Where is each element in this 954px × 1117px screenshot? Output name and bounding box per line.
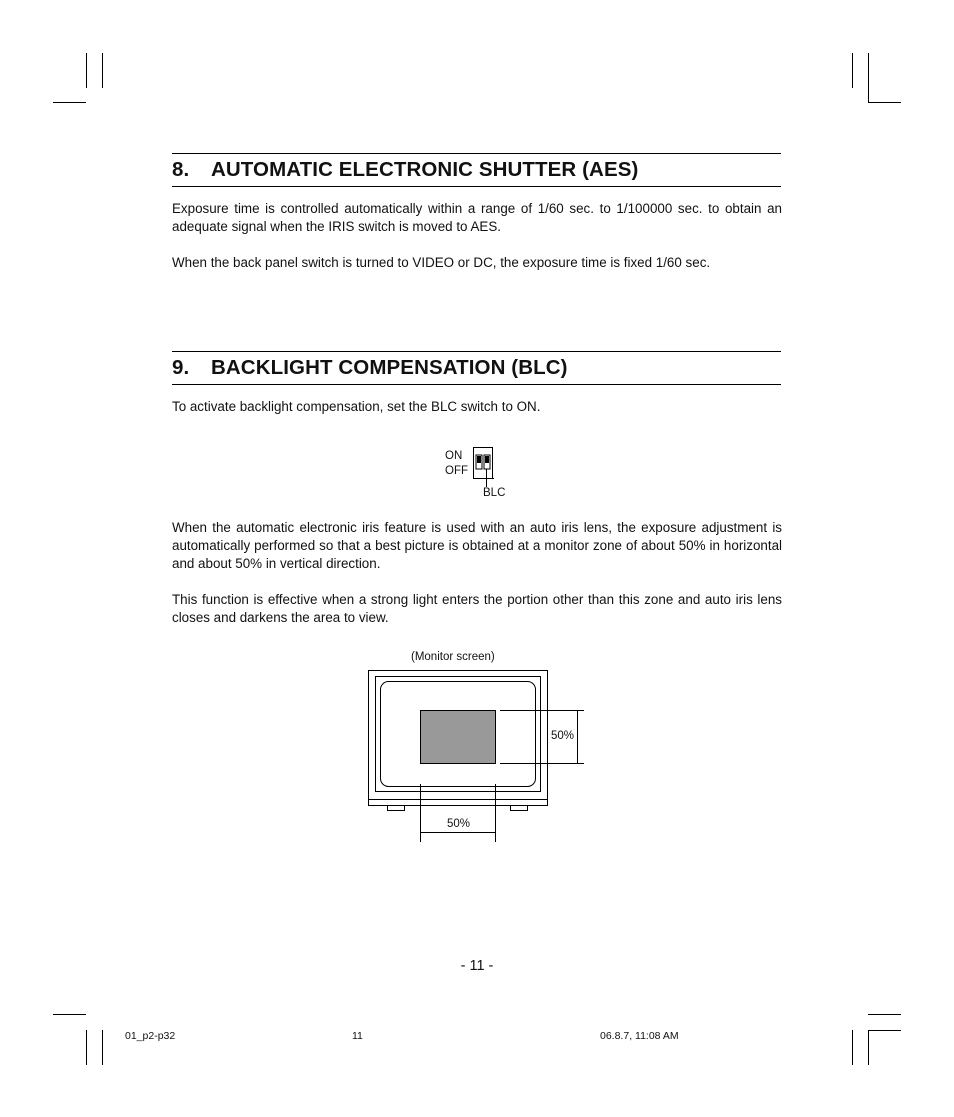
section-9-paragraph-3: This function is effective when a strong light enters the portion other than this zone and auto iris lens closes and darkens the area to view.: [172, 592, 782, 625]
monitor-caption: (Monitor screen): [411, 651, 495, 663]
switch-blc-label: BLC: [483, 487, 506, 499]
horizontal-50-label: 50%: [447, 818, 471, 830]
section-9-paragraph-1: To activate backlight compensation, set the BLC switch to ON.: [172, 399, 541, 414]
section-9-title: BACKLIGHT COMPENSATION (BLC): [211, 356, 568, 379]
section-8-number: 8.: [172, 158, 190, 181]
section-8-heading: [172, 158, 638, 182]
section-9-top-rule: [172, 351, 781, 352]
footer-center: 11: [352, 1030, 363, 1042]
footer-left: 01_p2-p32: [125, 1030, 176, 1042]
section-9-bottom-rule: [172, 384, 781, 385]
vertical-50-label: 50%: [551, 730, 575, 742]
section-9-paragraph-2: When the automatic electronic iris feature is used with an auto iris lens, the exposure adjustment is automatically performed so that a best picture is obtained at a monitor zone of about 50% in horizontal and about 50% in vertical direction.: [172, 520, 782, 571]
switch-on-label: ON: [445, 450, 463, 462]
section-9-heading: [172, 356, 568, 380]
section-8-paragraph-2: When the back panel switch is turned to VIDEO or DC, the exposure time is fixed 1/60 sec.: [172, 255, 711, 270]
section-9-number: 9.: [172, 356, 190, 379]
section-8-top-rule: [172, 153, 781, 154]
switch-off-label: OFF: [445, 465, 468, 477]
dip-switch-icon: [472, 446, 496, 488]
monitor-icon: [360, 666, 590, 846]
section-8-paragraph-1: Exposure time is controlled automatically within a range of 1/60 sec. to 1/100000 sec. to obtain an adequate signal when the IRIS switch is moved to AES.: [172, 201, 782, 234]
section-8-bottom-rule: [172, 186, 781, 187]
page-number: - 11 -: [460, 958, 494, 974]
metering-zone: [421, 711, 496, 764]
section-8-title: AUTOMATIC ELECTRONIC SHUTTER (AES): [211, 158, 639, 181]
footer-right: 06.8.7, 11:08 AM: [600, 1030, 679, 1042]
